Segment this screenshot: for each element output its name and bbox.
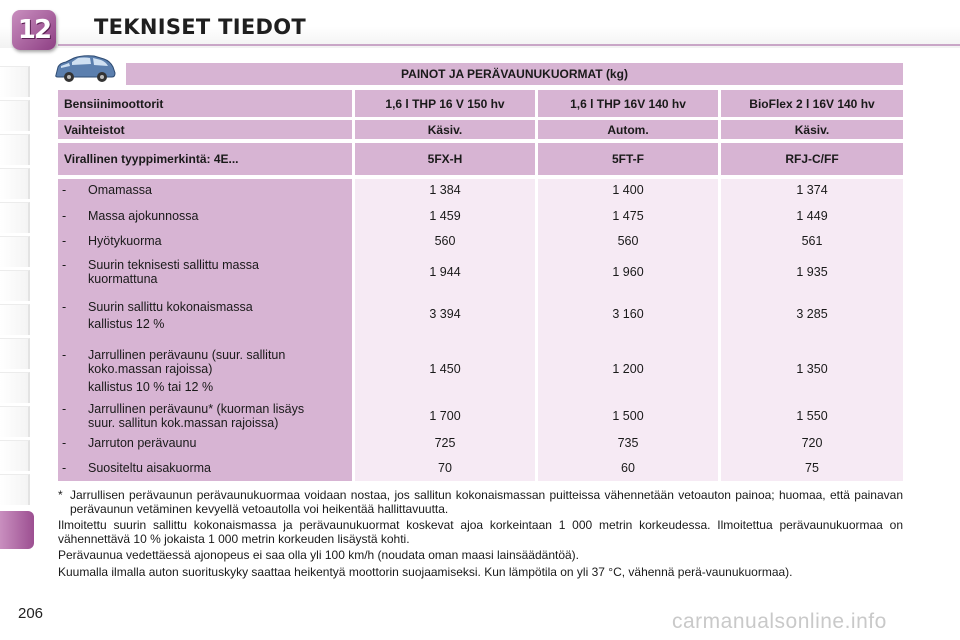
row-label-text	[88, 461, 348, 475]
type-header-label: Virallinen tyyppimerkintä: 4E...	[58, 143, 352, 175]
table-cell: 75	[805, 461, 819, 475]
page-title: TEKNISET TIEDOT	[94, 15, 307, 39]
chapter-tab[interactable]	[0, 134, 30, 165]
row-label	[62, 461, 348, 475]
engine-header-label: Bensiinimoottorit	[58, 90, 352, 117]
row-bullet: -	[62, 234, 67, 248]
chapter-tab[interactable]	[0, 304, 30, 335]
chapter-tab[interactable]	[0, 270, 30, 301]
table-cell: 1 944	[429, 265, 461, 279]
row-label-line: Jarruton perävaunu	[88, 436, 197, 450]
table-cell: 1 450	[429, 362, 461, 376]
row-label-text	[88, 436, 348, 450]
chapter-tab[interactable]	[0, 202, 30, 233]
page-number: 206	[18, 605, 44, 622]
table-cell: 60	[621, 461, 635, 475]
gearbox-header-row	[58, 120, 903, 139]
row-label-line: kallistus 10 % tai 12 %	[88, 380, 214, 394]
table-cell: 1 350	[796, 362, 828, 376]
row-label	[62, 183, 348, 197]
header-divider	[58, 44, 960, 46]
row-label	[62, 402, 348, 430]
row-label	[62, 258, 348, 286]
footnote	[58, 489, 903, 516]
table-cell: 1 459	[429, 209, 461, 223]
row-label-text	[88, 402, 348, 430]
row-label-text	[88, 234, 348, 248]
row-label-line: Omamassa	[88, 183, 152, 197]
table-cell: 560	[617, 234, 639, 248]
gearbox-header: Käsiv.	[355, 120, 535, 139]
table-cell: 1 960	[612, 265, 644, 279]
row-label-line: kuormattuna	[88, 272, 158, 286]
footnote-marker: *	[58, 488, 63, 502]
chapter-tab[interactable]	[0, 100, 30, 131]
row-label-line: Suurin sallittu kokonaismassa	[88, 300, 253, 314]
row-label-line: Jarrullinen perävaunu (suur. sallitun	[88, 348, 286, 362]
table-cell: 1 935	[796, 265, 828, 279]
row-label-text	[88, 183, 348, 197]
table-cell: 1 500	[612, 409, 644, 423]
row-label	[62, 436, 348, 450]
table-cell: 1 475	[612, 209, 644, 223]
type-header: 5FT-F	[538, 143, 718, 175]
table-cell: 1 550	[796, 409, 828, 423]
table-cell: 3 160	[612, 307, 644, 321]
row-label-text	[88, 348, 348, 394]
engine-header: 1,6 l THP 16 V 150 hv	[355, 90, 535, 117]
table-cell: 3 285	[796, 307, 828, 321]
watermark: carmanualsonline.info	[672, 610, 887, 633]
table-cell: 1 384	[429, 183, 461, 197]
row-label-text	[88, 258, 348, 286]
footnote-text: Jarrullisen perävaunun perävaunukuormaa voidaan nostaa, jos sallitun kokonaismassan puitteissa vähennetään vetoauton painoa; huomaa, että painavan perävaunun vetäminen kevyellä vetoautolla voi heikentää hallittavuutta.	[70, 488, 903, 516]
chapter-tab[interactable]	[0, 338, 30, 369]
row-bullet: -	[62, 436, 67, 450]
row-label-line: Suurin teknisesti sallittu massa	[88, 258, 259, 272]
row-label	[62, 300, 348, 331]
row-label-line: koko.massan rajoissa)	[88, 362, 213, 376]
table-cell: 1 400	[612, 183, 644, 197]
gearbox-header: Käsiv.	[721, 120, 903, 139]
row-label-line: suur. sallitun kok.massan rajoissa)	[88, 416, 279, 430]
row-label-line: Suositeltu aisakuorma	[88, 461, 211, 475]
table-cell: 561	[801, 234, 823, 248]
table-cell: 735	[617, 436, 639, 450]
row-bullet: -	[62, 461, 67, 475]
type-header-row	[58, 143, 903, 175]
row-label-text	[88, 300, 348, 331]
engine-header-row	[58, 90, 903, 117]
chapter-tab[interactable]	[0, 474, 30, 505]
table-cell: 560	[434, 234, 456, 248]
row-label	[62, 234, 348, 248]
car-icon	[52, 53, 118, 85]
note-paragraph: Perävaunua vedettäessä ajonopeus ei saa olla yli 100 km/h (noudata oman maasi lainsäädäntöä).	[58, 548, 580, 562]
table-cell: 1 374	[796, 183, 828, 197]
row-label	[62, 348, 348, 394]
gearbox-header: Autom.	[538, 120, 718, 139]
row-label-line: Jarrullinen perävaunu* (kuorman lisäys	[88, 402, 305, 416]
row-bullet: -	[62, 258, 67, 272]
type-header: 5FX-H	[355, 143, 535, 175]
chapter-tab[interactable]	[0, 440, 30, 471]
row-bullet: -	[62, 402, 67, 416]
chapter-tab[interactable]	[0, 236, 30, 267]
table-cell: 1 200	[612, 362, 644, 376]
row-bullet: -	[62, 183, 67, 197]
row-bullet: -	[62, 300, 67, 314]
chapter-tab[interactable]	[0, 406, 30, 437]
table-cell: 720	[801, 436, 823, 450]
chapter-tab[interactable]	[0, 66, 30, 97]
table-cell: 70	[438, 461, 452, 475]
chapter-badge[interactable]: 12	[12, 10, 56, 50]
table-caption: PAINOT JA PERÄVAUNUKUORMAT (kg)	[126, 63, 903, 85]
chapter-tab[interactable]	[0, 168, 30, 199]
note-paragraph: Kuumalla ilmalla auton suorituskyky saattaa heikentyä moottorin suojaamiseksi. Kun lämpötila on yli 37 °C, vähennä perä-vaunukuormaa).	[58, 564, 793, 579]
row-bullet: -	[62, 209, 67, 223]
table-cell: 1 700	[429, 409, 461, 423]
engine-header: 1,6 l THP 16V 140 hv	[538, 90, 718, 117]
table-cell: 1 449	[796, 209, 828, 223]
row-label-line: Massa ajokunnossa	[88, 209, 199, 223]
table-cell: 3 394	[429, 307, 461, 321]
gearbox-header-label: Vaihteistot	[58, 120, 352, 139]
row-label-line: Hyötykuorma	[88, 234, 162, 248]
row-bullet: -	[62, 348, 67, 362]
row-label	[62, 209, 348, 223]
notes-section	[58, 489, 903, 582]
row-label-line: kallistus 12 %	[88, 317, 165, 331]
chapter-tab-active[interactable]	[0, 511, 34, 549]
chapter-tab[interactable]	[0, 372, 30, 403]
note-paragraph: Ilmoitettu suurin sallittu kokonaismassa ja perävaunukuormat koskevat ajoa korkeintaan 1 000 metrin korkeudessa. Ilmoitettua perävaunukuormaa on vähennettävä 10 % jokaista 1 000 metrin korkeuden lisäystä kohti.	[58, 518, 903, 546]
row-label-text	[88, 209, 348, 223]
type-header: RFJ-C/FF	[721, 143, 903, 175]
engine-header: BioFlex 2 l 16V 140 hv	[721, 90, 903, 117]
table-cell: 725	[434, 436, 456, 450]
